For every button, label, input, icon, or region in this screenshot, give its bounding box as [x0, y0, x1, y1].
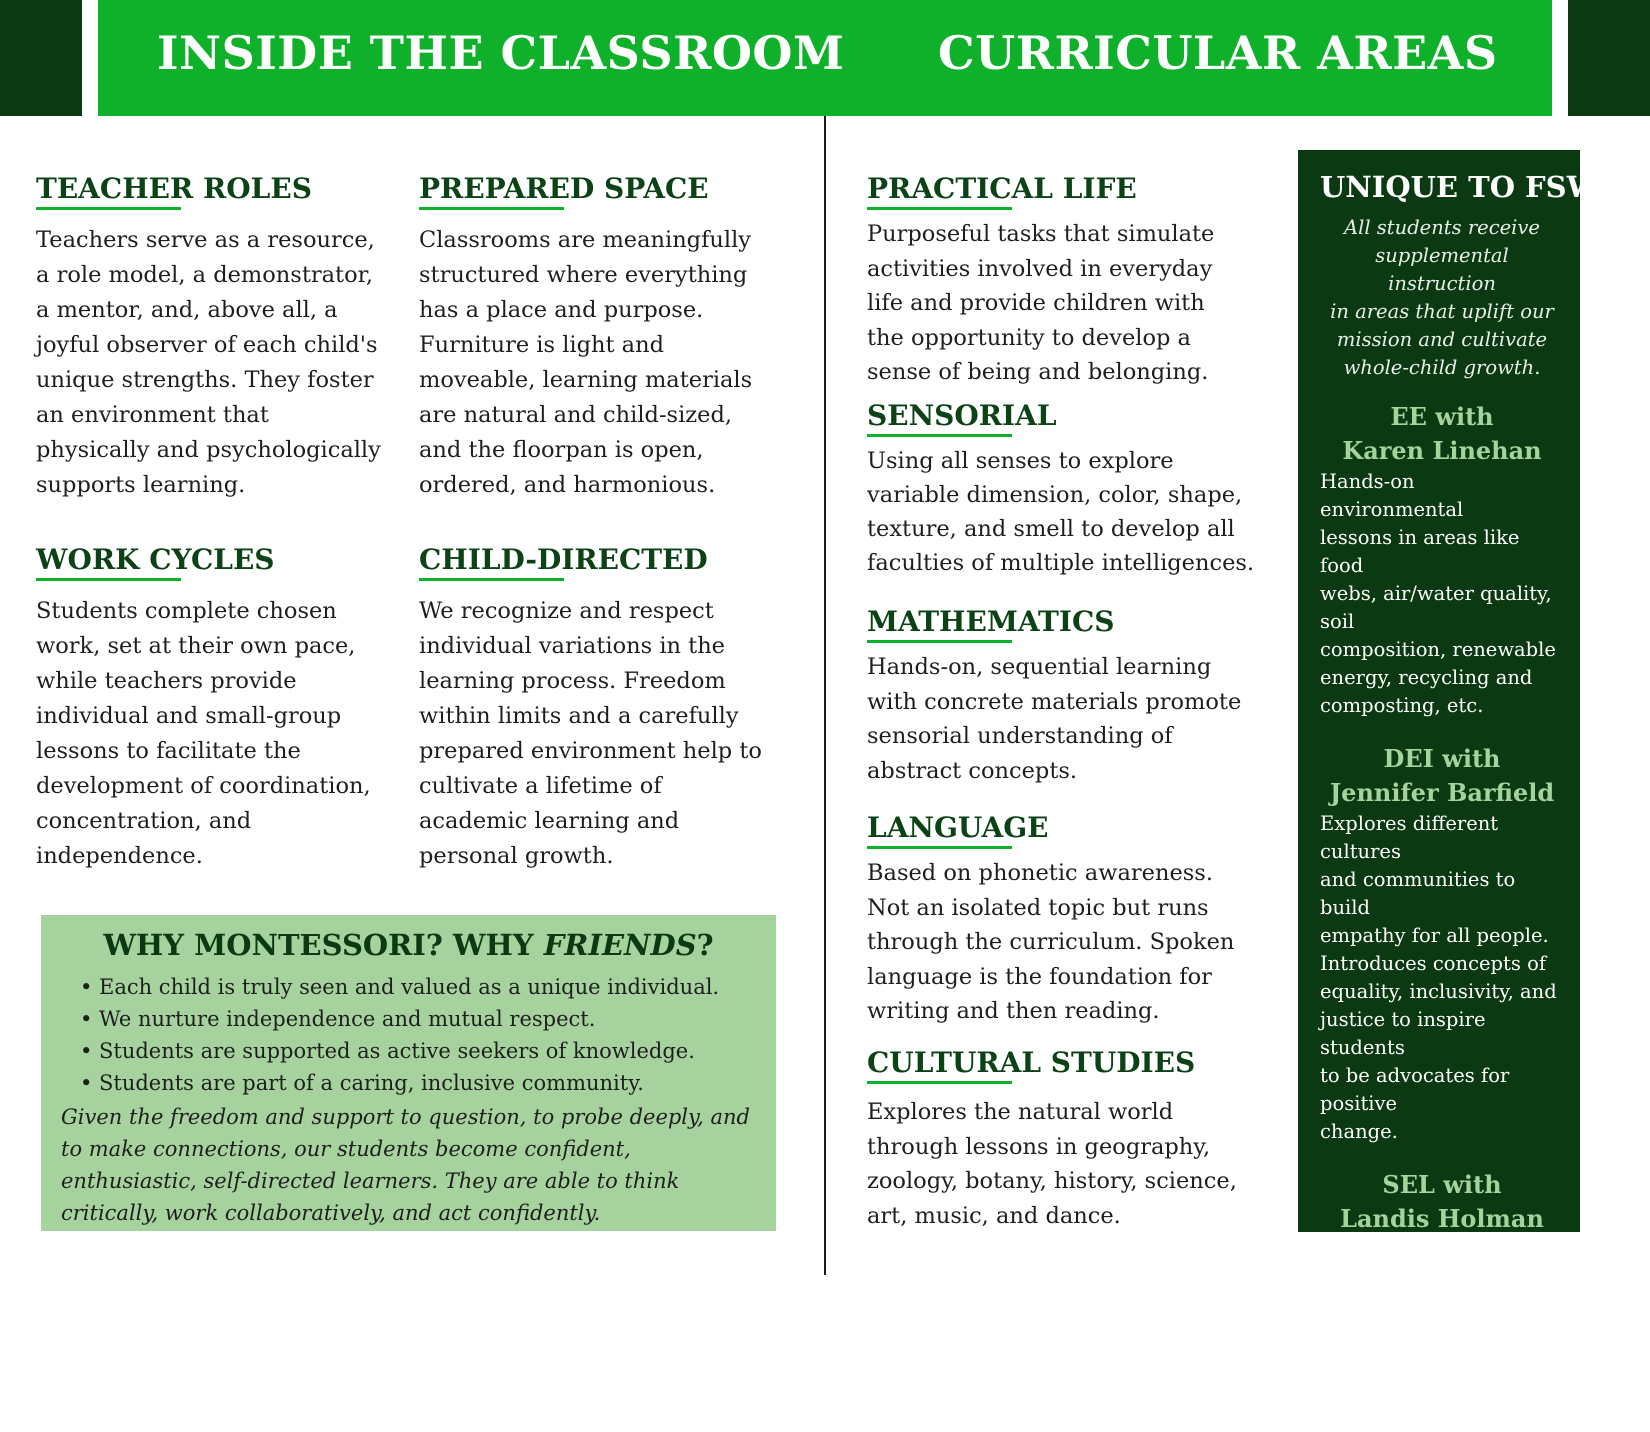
work-cycles-heading: WORK CYCLES: [36, 543, 275, 576]
ee-program-heading: EE with Karen Linehan: [1342, 402, 1542, 465]
dei-program-heading: DEI with Jennifer Barfield: [1329, 744, 1555, 807]
banner-corner-right: [1568, 0, 1650, 116]
curricular-areas-title: CURRICULAR AREAS: [938, 26, 1498, 80]
inside-classroom-title: INSIDE THE CLASSROOM: [157, 26, 845, 80]
mathematics-text: Hands-on, sequential learning with concrete materials promote sensorial understanding of abstract concepts.: [867, 654, 1242, 784]
sensorial-section: [867, 399, 1287, 580]
list-item: • Each child is truly seen and valued as a unique individual.: [99, 971, 756, 1003]
teacher-roles-heading: TEACHER ROLES: [36, 172, 312, 205]
language-section: [867, 811, 1287, 1029]
fsw-title: UNIQUE TO FSW: [1320, 170, 1600, 204]
child-directed-section: [419, 543, 819, 874]
practical-life-section: [867, 172, 1287, 390]
language-heading: LANGUAGE: [867, 811, 1049, 844]
work-cycles-section: [36, 543, 406, 874]
sel-program-text: Teaches intra and interpersonal skills like emotional regulation, stress management, conflict resolution, and decision- making.: [1320, 1238, 1564, 1429]
why-montessori-title: WHY MONTESSORI? WHY FRIENDS?: [103, 928, 714, 962]
ee-program-text: Hands-on environmental lessons in areas like food webs, air/water quality, soil composition, renewable energy, recycling and composting, etc.: [1320, 470, 1556, 717]
mathematics-heading: MATHEMATICS: [867, 605, 1115, 638]
mathematics-section: [867, 605, 1287, 788]
sensorial-heading: SENSORIAL: [867, 399, 1057, 432]
list-item: • We nurture independence and mutual respect.: [99, 1003, 756, 1035]
prepared-space-text: Classrooms are meaningfully structured where everything has a place and purpose. Furniture is light and moveable, learning materials are natural and child-sized, and the floorpan is open, ordered, and harmonious.: [419, 227, 753, 498]
column-divider: [824, 116, 826, 1275]
banner-corner-left: [0, 0, 82, 116]
why-montessori-box: [41, 915, 776, 1231]
list-item: • Students are supported as active seekers of knowledge.: [99, 1035, 756, 1067]
teacher-roles-section: [36, 172, 406, 503]
prepared-space-heading: PREPARED SPACE: [419, 172, 709, 205]
practical-life-heading: PRACTICAL LIFE: [867, 172, 1137, 205]
practical-life-text: Purposeful tasks that simulate activities involved in everyday life and provide children with the opportunity to develop a sense of being and belonging.: [867, 221, 1215, 385]
sensorial-text: Using all senses to explore variable dimension, color, shape, texture, and smell to develop all faculties of multiple intelligences.: [867, 448, 1255, 576]
cultural-studies-heading: CULTURAL STUDIES: [867, 1046, 1196, 1079]
why-montessori-closing: Given the freedom and support to question, to probe deeply, and to make connections, our students become confident, enthusiastic, self-directed learners. They are able to think critically, work collaboratively, and act confidently.: [61, 1105, 750, 1225]
cultural-studies-section: [867, 1046, 1287, 1233]
sel-program-heading: SEL with Landis Holman: [1340, 1170, 1544, 1233]
cultural-studies-text: Explores the natural world through lessons in geography, zoology, botany, history, science, art, music, and dance.: [867, 1099, 1237, 1229]
fsw-intro: All students receive supplemental instruction in areas that uplift our mission and cultivate whole-child growth.: [1330, 216, 1554, 379]
dei-program: [1320, 742, 1564, 1146]
why-montessori-list: [61, 971, 756, 1099]
language-text: Based on phonetic awareness. Not an isolated topic but runs through the curriculum. Spoken language is the foundation for writing and then reading.: [867, 860, 1235, 1024]
dei-program-text: Explores different cultures and communities to build empathy for all people. Introduces concepts of equality, inclusivity, and justice to inspire students to be advocates for positive change.: [1320, 812, 1557, 1143]
child-directed-heading: CHILD-DIRECTED: [419, 543, 708, 576]
sel-program: [1320, 1168, 1564, 1432]
prepared-space-section: [419, 172, 819, 503]
ee-program: [1320, 400, 1564, 720]
teacher-roles-text: Teachers serve as a resource, a role model, a demonstrator, a mentor, and, above all, a joyful observer of each child's unique strengths. They foster an environment that physically and psychologically supports learning.: [36, 227, 381, 498]
work-cycles-text: Students complete chosen work, set at their own pace, while teachers provide individual and small-group lessons to facilitate the development of coordination, concentration, and independence.: [36, 598, 371, 869]
list-item: • Students are part of a caring, inclusive community.: [99, 1067, 756, 1099]
unique-to-fsw-panel: [1298, 150, 1600, 1429]
child-directed-text: We recognize and respect individual variations in the learning process. Freedom within limits and a carefully prepared environment help to cultivate a lifetime of academic learning and personal growth.: [419, 598, 762, 869]
